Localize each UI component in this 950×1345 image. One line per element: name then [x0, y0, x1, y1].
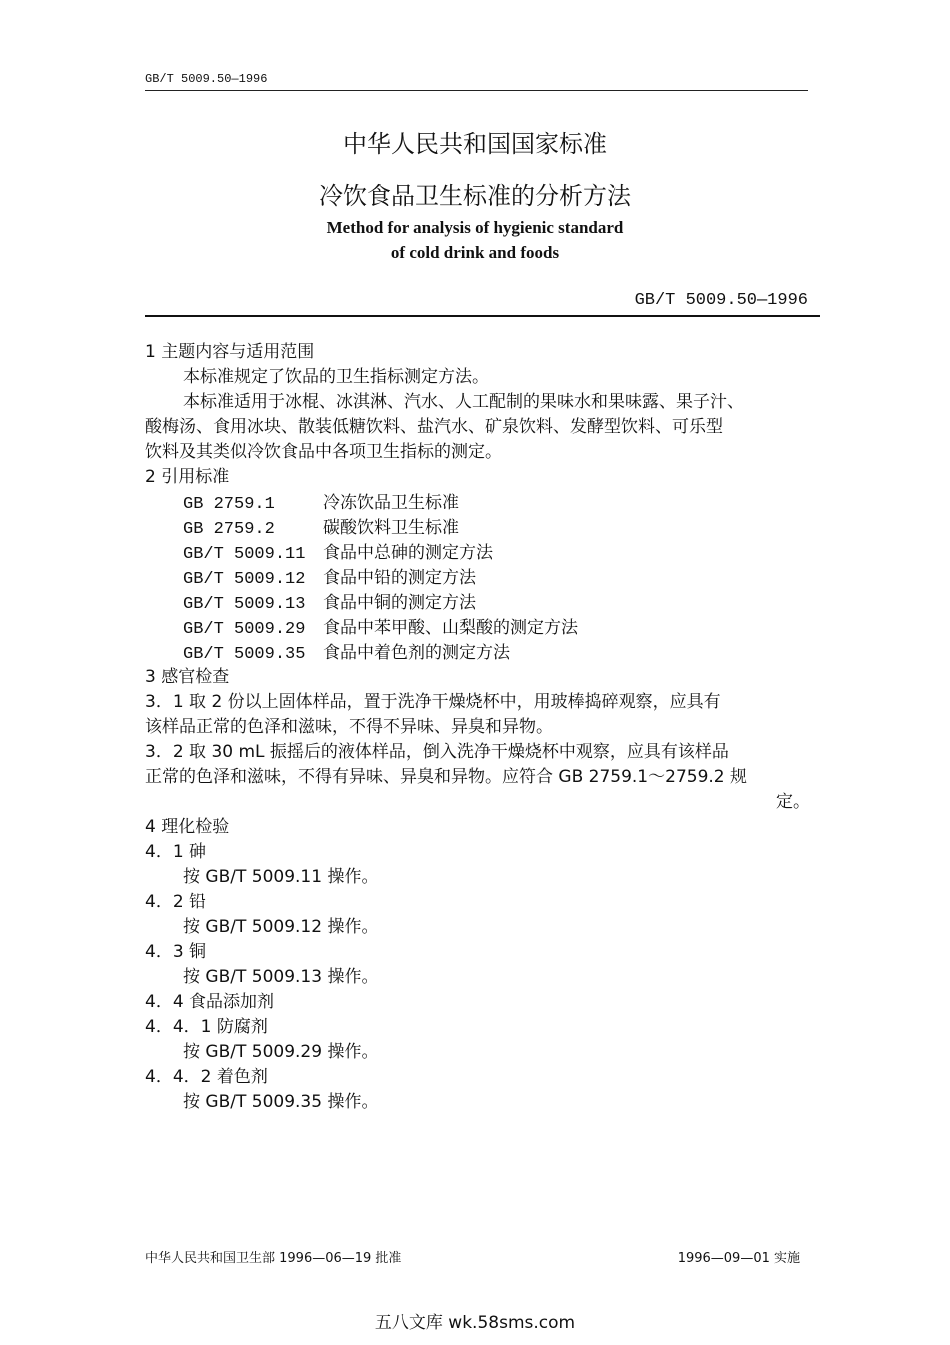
section-4-4-2-text: 按 GB/T 5009.35 操作。: [183, 1092, 379, 1112]
reference-code: GB/T 5009.13: [183, 595, 306, 614]
section-1-paragraph-2-line-1: 本标准适用于冰棍、冰淇淋、汽水、人工配制的果味水和果味露、果子汁、: [183, 392, 744, 412]
title-chinese-line2: 冷饮食品卫生标准的分析方法: [319, 182, 631, 210]
reference-code: GB/T 5009.29: [183, 620, 306, 639]
reference-item: [183, 590, 476, 617]
section-4-3-heading: 4．3 铜: [145, 942, 207, 962]
reference-name: 食品中苯甲酸、山梨酸的测定方法: [323, 618, 578, 638]
section-1-heading: 1 主题内容与适用范围: [145, 342, 315, 362]
title-chinese-line1: 中华人民共和国国家标准: [343, 130, 607, 158]
section-4-2-text: 按 GB/T 5009.12 操作。: [183, 917, 379, 937]
reference-item: [183, 490, 459, 517]
reference-item: [183, 565, 476, 592]
section-3-2-line-1: 3．2 取 30 mL 振摇后的液体样品，倒入洗净干燥烧杯中观察，应具有该样品: [145, 742, 729, 762]
section-4-1-heading: 4．1 砷: [145, 842, 207, 862]
section-1-paragraph-2-line-3: 饮料及其类似冷饮食品中各项卫生指标的测定。: [145, 442, 502, 462]
section-4-4-heading: 4．4 食品添加剂: [145, 992, 275, 1012]
footer-approval: 中华人民共和国卫生部 1996—06—19 批准: [145, 1251, 402, 1266]
section-4-2-heading: 4．2 铅: [145, 892, 207, 912]
header-rule: [145, 90, 808, 91]
section-3-heading: 3 感官检查: [145, 667, 230, 687]
section-2-heading: 2 引用标准: [145, 467, 230, 487]
section-3-1-line-1: 3．1 取 2 份以上固体样品，置于洗净干燥烧杯中，用玻棒捣碎观察，应具有: [145, 692, 721, 712]
section-1-paragraph-2-line-2: 酸梅汤、食用冰块、散装低糖饮料、盐汽水、矿泉饮料、发酵型饮料、可乐型: [145, 417, 723, 437]
header-standard-code: GB/T 5009.50—1996: [145, 72, 268, 86]
reference-item: [183, 615, 578, 642]
section-4-4-2-heading: 4．4．2 着色剂: [145, 1067, 268, 1087]
section-4-4-1-heading: 4．4．1 防腐剂: [145, 1017, 268, 1037]
reference-code: GB/T 5009.12: [183, 570, 306, 589]
reference-name: 冷冻饮品卫生标准: [323, 493, 459, 513]
reference-code: GB 2759.1: [183, 495, 275, 514]
reference-code: GB 2759.2: [183, 520, 275, 539]
section-3-2-line-2: 正常的色泽和滋味，不得有异味、异臭和异物。应符合 GB 2759.1～2759.2 规: [145, 767, 748, 787]
section-3-2-line-3: 定。: [776, 792, 810, 812]
reference-item: [183, 515, 459, 542]
section-4-1-text: 按 GB/T 5009.11 操作。: [183, 867, 379, 887]
watermark: 五八文库 wk.58sms.com: [374, 1313, 576, 1333]
reference-name: 食品中着色剂的测定方法: [323, 643, 510, 663]
title-english-line1: Method for analysis of hygienic standard: [326, 218, 624, 237]
section-1-paragraph-1: 本标准规定了饮品的卫生指标测定方法。: [183, 367, 489, 387]
section-4-4-1-text: 按 GB/T 5009.29 操作。: [183, 1042, 379, 1062]
reference-name: 食品中铜的测定方法: [323, 593, 476, 613]
footer-effective-date: 1996—09—01 实施: [677, 1251, 800, 1266]
reference-code: GB/T 5009.11: [183, 545, 306, 564]
reference-name: 食品中总砷的测定方法: [323, 543, 493, 563]
section-3-1-line-2: 该样品正常的色泽和滋味，不得不异味、异臭和异物。: [145, 717, 553, 737]
title-english-line2: of cold drink and foods: [390, 243, 560, 262]
section-4-3-text: 按 GB/T 5009.13 操作。: [183, 967, 379, 987]
reference-item: [183, 640, 510, 667]
title-rule: [145, 315, 820, 317]
section-4-heading: 4 理化检验: [145, 817, 230, 837]
reference-code: GB/T 5009.35: [183, 645, 306, 664]
standard-code: GB/T 5009.50—1996: [634, 291, 808, 310]
reference-name: 食品中铅的测定方法: [323, 568, 476, 588]
reference-name: 碳酸饮料卫生标准: [323, 518, 459, 538]
reference-item: [183, 540, 493, 567]
